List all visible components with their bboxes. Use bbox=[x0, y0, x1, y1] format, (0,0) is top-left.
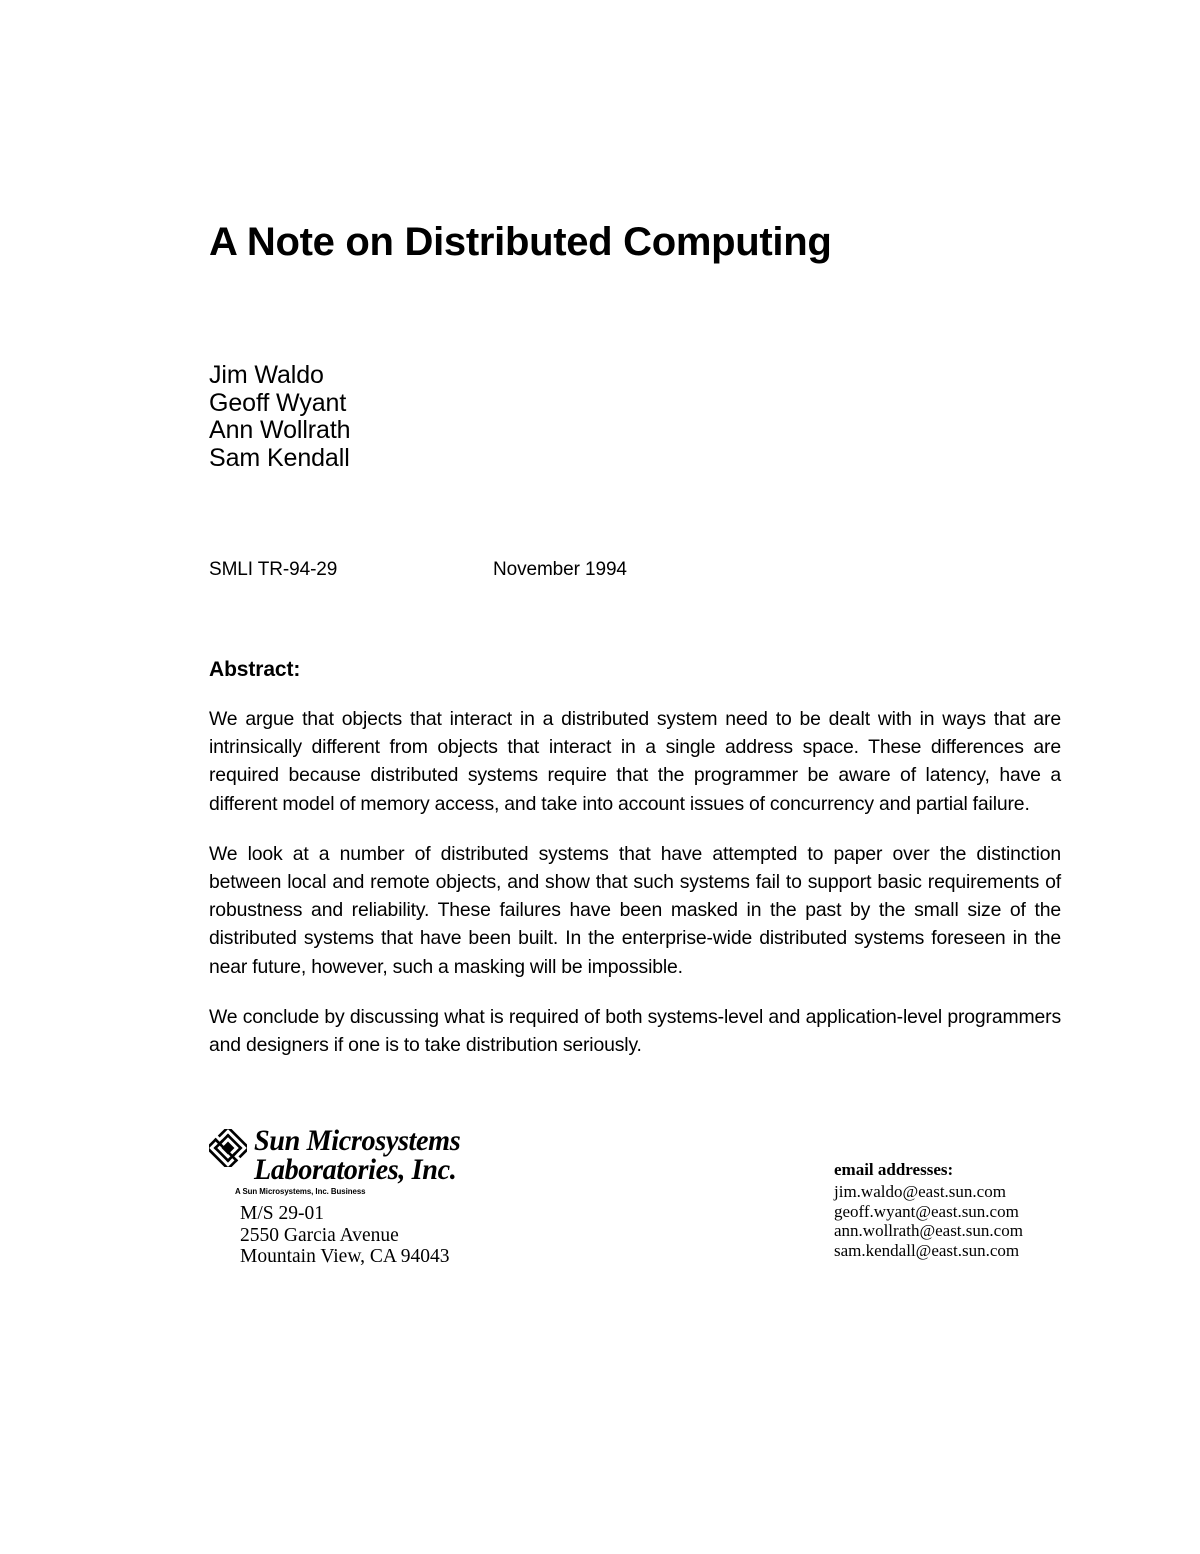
company-tagline: A Sun Microsystems, Inc. Business bbox=[235, 1187, 366, 1196]
abstract-heading: Abstract: bbox=[209, 658, 301, 681]
company-address bbox=[240, 1203, 629, 1268]
publication-date: November 1994 bbox=[493, 559, 627, 580]
email-address: jim.waldo@east.sun.com bbox=[834, 1182, 1006, 1201]
company-name-line1: Sun Microsystems bbox=[254, 1124, 461, 1157]
company-wordmark bbox=[254, 1126, 460, 1184]
company-logo-block bbox=[209, 1126, 629, 1268]
address-line: M/S 29-01 bbox=[240, 1203, 324, 1224]
address-line: 2550 Garcia Avenue bbox=[240, 1224, 399, 1246]
author-name: Jim Waldo bbox=[209, 361, 324, 389]
email-address: ann.wollrath@east.sun.com bbox=[834, 1221, 1023, 1240]
page-title: A Note on Distributed Computing bbox=[209, 219, 832, 264]
address-line: Mountain View, CA 94043 bbox=[240, 1246, 450, 1267]
abstract-paragraph: We look at a number of distributed systems that have attempted to paper over the distinction between local and remote objects, and show that such systems fail to support basic requirements of robustness and reliability. These failures have been masked in the past by the small size of the distributed systems that have been built. In the enterprise-wide distributed systems foreseen in the near future, however, such a masking will be impossible. bbox=[209, 842, 1061, 978]
email-address: sam.kendall@east.sun.com bbox=[834, 1240, 1020, 1260]
email-address: geoff.wyant@east.sun.com bbox=[834, 1201, 1019, 1221]
author-list bbox=[209, 362, 709, 472]
author-name: Sam Kendall bbox=[209, 443, 350, 472]
email-addresses-heading: email addresses: bbox=[834, 1160, 954, 1179]
author-name: Geoff Wyant bbox=[209, 388, 347, 417]
abstract-paragraph: We conclude by discussing what is required of both systems-level and application-level programmers and designers if one is to take distribution seriously. bbox=[209, 1005, 1061, 1057]
abstract-body bbox=[209, 705, 1061, 1059]
abstract-paragraph: We argue that objects that interact in a distributed system need to be dealt with in ways that are intrinsically different from objects that interact in a single address space. These differences are required because distributed systems require that the programmer be aware of latency, have a different model of memory access, and take into account issues of concurrency and partial failure. bbox=[209, 708, 1061, 815]
company-name-line2: Laboratories, Inc. bbox=[254, 1153, 457, 1186]
report-metadata bbox=[209, 559, 909, 585]
email-addresses-block bbox=[834, 1160, 1134, 1260]
author-name: Ann Wollrath bbox=[209, 416, 351, 445]
report-number: SMLI TR-94-29 bbox=[209, 559, 338, 580]
sun-logo-icon bbox=[209, 1129, 247, 1167]
